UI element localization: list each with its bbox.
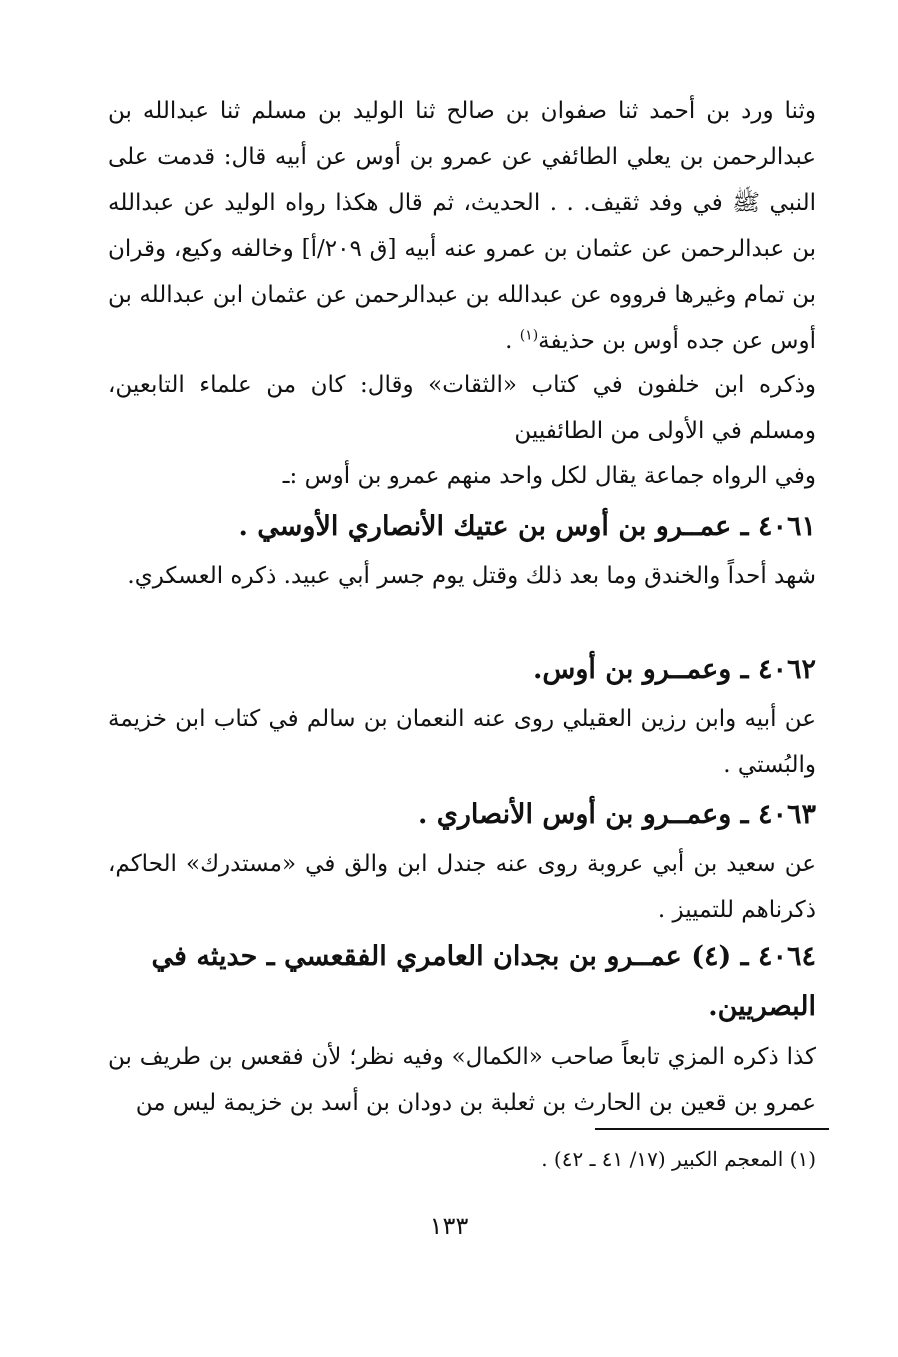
entry-title: ٤٠٦٣ ـ وعمــرو بن أوس الأنصاري .: [417, 799, 816, 830]
page-number: ١٣٣: [429, 1212, 469, 1240]
paragraph-ibn-khalfun-text: وذكره ابن خلفون في كتاب «الثقات» وقال: كان من علماء التابعين، ومسلم في الأولى من الطائفيين: [108, 372, 816, 444]
paragraph-narrators-intro: [108, 453, 816, 499]
footnote-reference: (١): [519, 327, 539, 344]
entry-title: ٤٠٦٢ ـ وعمــرو بن أوس.: [532, 654, 816, 685]
entry-text: عن أبيه وابن رزين العقيلي روى عنه النعمان بن سالم في كتاب ابن خزيمة والبُستي .: [108, 706, 816, 778]
footnote: (١) المعجم الكبير (١٧/ ٤١ ـ ٤٢) .: [541, 1147, 816, 1171]
entry-text: كذا ذكره المزي تابعاً صاحب «الكمال» وفيه نظر؛ لأن فقعس بن طريف بن عمرو بن قعين بن الحارث بن ثعلبة بن دودان بن أسد بن خزيمة ليس من: [108, 1044, 816, 1116]
paragraph-isnad-end: .: [505, 328, 520, 354]
entry-text: شهد أحداً والخندق وما بعد ذلك وقتل يوم جسر أبي عبيد. ذكره العسكري.: [127, 563, 816, 589]
entry-text: عن سعيد بن أبي عروبة روى عنه جندل ابن والق في «مستدرك» الحاكم، ذكرناهم للتمييز .: [108, 851, 816, 923]
footnote-divider: [595, 1128, 829, 1130]
paragraph-ibn-khalfun: [108, 362, 816, 454]
paragraph-narrators-intro-text: وفي الرواه جماعة يقال لكل واحد منهم عمرو بن أوس :ـ: [282, 463, 816, 489]
entry-title: ٤٠٦٤ ـ (٤) عمــرو بن بجدان العامري الفقعسي ـ حديثه في البصريين.: [151, 941, 816, 1022]
paragraph-isnad: [108, 88, 816, 364]
paragraph-isnad-text: وثنا ورد بن أحمد ثنا صفوان بن صالح ثنا الوليد بن مسلم ثنا عبدالله بن عبدالرحمن بن يعلي الطائفي عن عمرو بن أوس عن أبيه قال: قدمت على النبي ﷺ في وفد ثقيف. . . الحديث، ثم قال هكذا رواه الوليد عن عبدالله بن عبدالرحمن عن عثمان بن عمرو عنه أبيه [ق ٢٠٩/أ] وخالفه وكيع، وقران بن تمام وغيرها فرووه عن عبدالله بن عبدالرحمن عن عثمان ابن عبدالله بن أوس عن جده أوس بن حذيفة: [108, 98, 816, 354]
entry-title: ٤٠٦١ ـ عمــرو بن أوس بن عتيك الأنصاري الأوسي .: [238, 511, 816, 542]
